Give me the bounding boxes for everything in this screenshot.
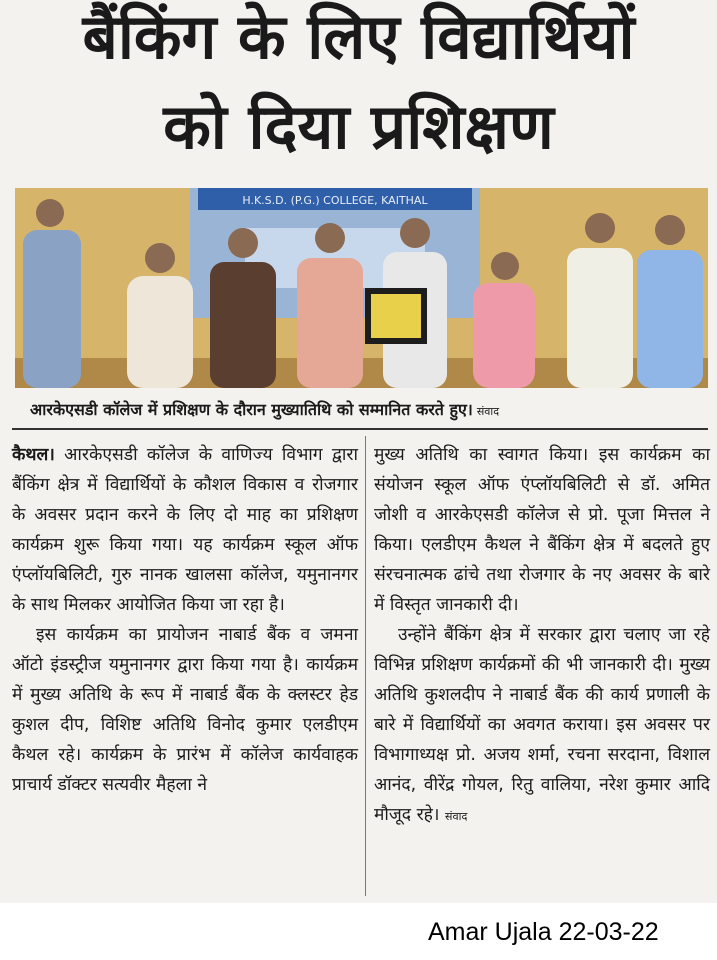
- caption-source: संवाद: [476, 405, 500, 418]
- paragraph-text: आरकेएसडी कॉलेज के वाणिज्य विभाग द्वारा बैंकिंग क्षेत्र में विद्यार्थियों के कौशल विकास व रोजगार के अवसर प्रदान करने के लिए दो माह का प्रशिक्षण कार्यक्रम शुरू किया गया। यह कार्यक्रम स्कूल ऑफ एंप्लॉयबिलिटी, गुरु नानक खालसा कॉलेज, यमुनानगर के साथ मिलकर आयोजित किया जा रहा है।: [12, 445, 359, 615]
- photo-banner-text: H.K.S.D. (P.G.) COLLEGE, KAITHAL: [242, 194, 428, 207]
- column-divider: [365, 436, 366, 896]
- dateline: कैथल।: [12, 445, 55, 465]
- caption-text: आरकेएसडी कॉलेज में प्रशिक्षण के दौरान मुख्यातिथि को सम्मानित करते हुए।: [30, 400, 473, 419]
- caption-divider: [12, 428, 708, 430]
- photo-caption: [30, 398, 690, 420]
- paragraph-text: उन्होंने बैंकिंग क्षेत्र में सरकार द्वारा चलाए जा रहे विभिन्न प्रशिक्षण कार्यक्रमों की भी जानकारी दी। मुख्य अतिथि कुशलदीप ने नाबार्ड बैंक की कार्य प्रणाली के बारे में विद्यार्थियों का अवगत कराया। इस अवसर पर विभागाध्यक्ष प्रो. अजय शर्मा, रचना सरदाना, विशाल आनंद, वीरेंद्र गोयल, रितु वालिया, नरेश कुमार आदि मौजूद रहे।: [374, 625, 710, 825]
- group-photo-illustration: [15, 188, 708, 388]
- article-paragraph: मुख्य अतिथि का स्वागत किया। इस कार्यक्रम का संयोजन स्कूल ऑफ एंप्लॉयबिलिटी से डॉ. अमित जोशी व आरकेएसडी कॉलेज से प्रो. पूजा मित्तल ने किया। एलडीएम कैथल ने बैंकिंग क्षेत्र में बदलते हुए संरचनात्मक ढांचे तथा रोजगार के नए अवसर के बारे में विस्तृत जानकारी दी।: [374, 445, 710, 615]
- article-column-right: [374, 440, 710, 832]
- article-paragraph: [374, 620, 710, 832]
- news-photo: [15, 188, 708, 388]
- article-column-left: [12, 440, 358, 800]
- source-date-label: Amar Ujala 22-03-22: [428, 918, 659, 946]
- headline-line-1: बैंकिंग के लिए विद्यार्थियों: [82, 0, 635, 73]
- article-paragraph: [12, 440, 358, 620]
- article-end-tag: संवाद: [445, 810, 468, 823]
- headline-line-2: को दिया प्रशिक्षण: [163, 90, 554, 163]
- article-paragraph: इस कार्यक्रम का प्रायोजन नाबार्ड बैंक व जमना ऑटो इंडस्ट्रीज यमुनानगर द्वारा किया गया है। कार्यक्रम में मुख्य अतिथि के रूप में नाबार्ड बैंक के क्लस्टर हेड कुशल दीप, विशिष्ट अतिथि विनोद कुमार एलडीएम कैथल रहे। कार्यक्रम के प्रारंभ में कॉलेज कार्यवाहक प्राचार्य डॉक्टर सत्यवीर मैहला ने: [12, 625, 358, 795]
